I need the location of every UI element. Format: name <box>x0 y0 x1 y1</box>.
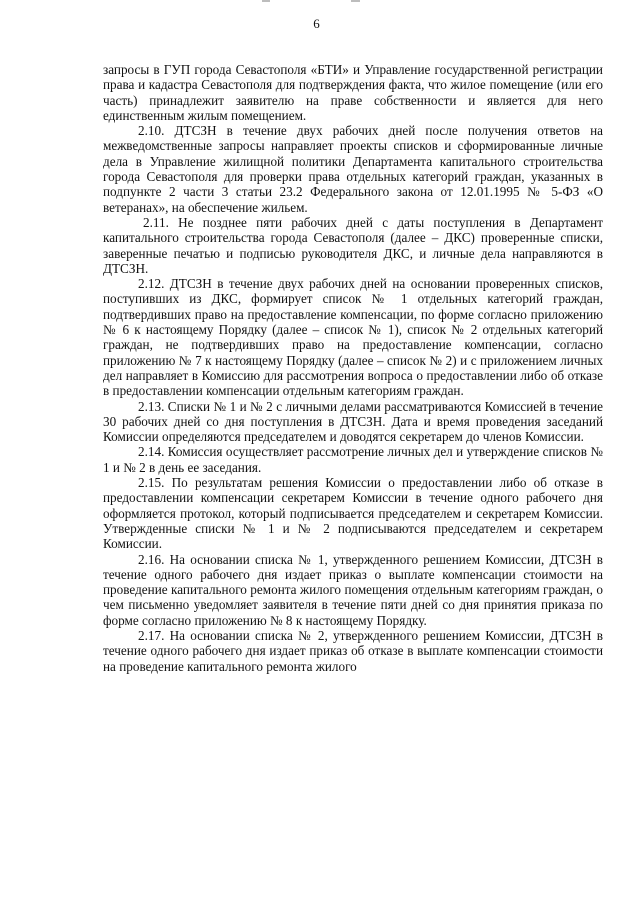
page-number: 6 <box>313 16 320 31</box>
paragraph-2-12: 2.12. ДТСЗН в течение двух рабочих дней на основании проверенных списков, поступивших из ДКС, формирует список № 1 отдельных категорий граждан, подтвердивших право на предоставление компенсации, по форме согласно приложению № 6 к настоящему Порядку (далее – список № 1), список № 2 отдельных категорий граждан, не подтвердивших право на предоставление компенсации, согласно приложению № 7 к настоящему Порядку (далее – список № 2) и с приложением личных дел направляет в Комиссию для рассмотрения вопроса о предоставлении либо об отказе в предоставлении компенсации отдельным категориям граждан. <box>103 276 603 399</box>
paragraph-2-13: 2.13. Списки № 1 и № 2 с личными делами рассматриваются Комиссией в течение 30 рабочих дней со дня поступления в ДТСЗН. Дата и время проведения заседаний Комиссии определяются председателем и доводятся секретарем до членов Комиссии. <box>103 398 603 445</box>
scan-mark <box>262 0 270 2</box>
paragraph-2-11: 2.11. Не позднее пяти рабочих дней с даты поступления в Департамент капитального строительства города Севастополя (далее – ДКС) проверенные списки, заверенные печатью и подписью руководителя ДКС, и личные дела направляются в ДТСЗН. <box>103 214 603 276</box>
paragraph-2-14: 2.14. Комиссия осуществляет рассмотрение личных дел и утверждение списков № 1 и № 2 в день ее заседания. <box>103 444 603 475</box>
scan-mark <box>351 0 360 2</box>
document-body <box>103 62 603 674</box>
paragraph-2-15: 2.15. По результатам решения Комиссии о предоставлении либо об отказе в предоставлении компенсации секретарем Комиссии в течение одного рабочего дня оформляется протокол, который подписывается председателем и секретарем Комиссии. Утвержденные списки № 1 и № 2 подписываются председателем и секретарем Комиссии. <box>103 475 603 552</box>
paragraph-2-10: 2.10. ДТСЗН в течение двух рабочих дней после получения ответов на межведомственные запросы направляет проекты списков и сформированные личные дела в Управление жилищной политики Департамента капитального строительства города Севастополя для проверки права отдельных категорий граждан, указанных в подпункте 2 части 3 статьи 23.2 Федерального закона от 12.01.1995 № 5-ФЗ «О ветеранах», на обеспечение жильем. <box>103 123 603 215</box>
paragraph-2-17: 2.17. На основании списка № 2, утвержденного решением Комиссии, ДТСЗН в течение одного рабочего дня издает приказ об отказе в выплате компенсации стоимости на проведение капитального ремонта жилого <box>103 627 603 674</box>
paragraph-2-16: 2.16. На основании списка № 1, утвержденного решением Комиссии, ДТСЗН в течение одного рабочего дня издает приказ о выплате компенсации стоимости на проведение капитального ремонта жилого помещения отдельным категориям граждан, о чем письменно уведомляет заявителя в течение пяти дней со дня принятия приказа по форме согласно приложению № 8 к настоящему Порядку. <box>103 551 603 628</box>
paragraph-continuation: запросы в ГУП города Севастополя «БТИ» и Управление государственной регистрации права и кадастра Севастополя для подтверждения факта, что жилое помещение (или его часть) принадлежит заявителю на праве собственности и является для него единственным жилым помещением. <box>103 62 603 123</box>
